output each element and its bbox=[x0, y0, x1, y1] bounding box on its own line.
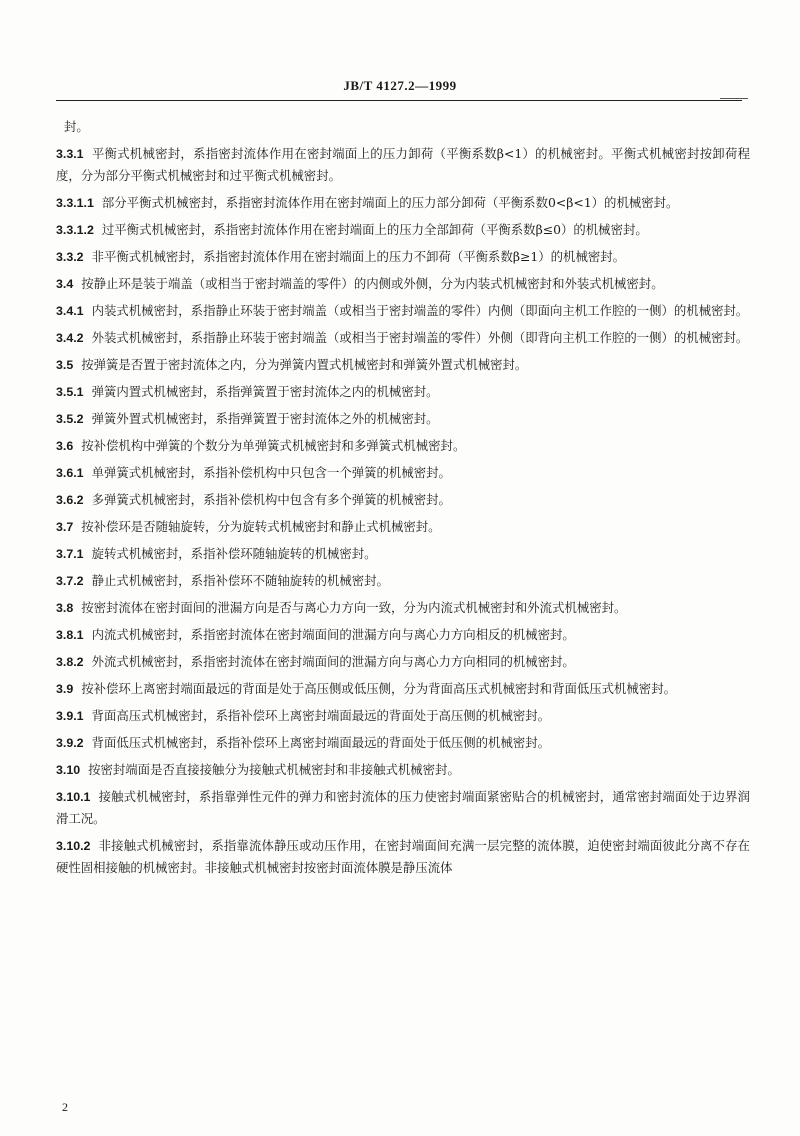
clause-number: 3.3.1.1 bbox=[56, 196, 94, 210]
paragraph bbox=[56, 597, 750, 619]
paragraph bbox=[56, 435, 750, 457]
clause-text: 部分平衡式机械密封，系指密封流体作用在密封端面上的压力部分卸荷（平衡系数0<β<1）的机械密封。 bbox=[101, 195, 679, 210]
clause-number: 3.5.2 bbox=[56, 412, 84, 426]
paragraph bbox=[56, 116, 750, 138]
paragraph bbox=[56, 516, 750, 538]
paragraph bbox=[56, 678, 750, 700]
page-number: 2 bbox=[62, 1100, 68, 1114]
clause-number: 3.10.1 bbox=[56, 790, 91, 804]
clause-number: 3.5 bbox=[56, 358, 74, 372]
paragraph bbox=[56, 192, 750, 214]
clause-text: 外流式机械密封，系指密封流体在密封端面间的泄漏方向与离心力方向相同的机械密封。 bbox=[91, 654, 575, 669]
clause-text: 内装式机械密封，系指静止环装于密封端盖（或相当于密封端盖的零件）内侧（即面向主机工作腔的一侧）的机械密封。 bbox=[91, 303, 749, 318]
clause-number: 3.8 bbox=[56, 601, 74, 615]
clause-text: 单弹簧式机械密封，系指补偿机构中只包含一个弹簧的机械密封。 bbox=[91, 465, 451, 480]
clause-text: 按静止环是装于端盖（或相当于密封端盖的零件）的内侧或外侧，分为内装式机械密封和外装式机械密封。 bbox=[81, 276, 664, 291]
paragraph bbox=[56, 489, 750, 511]
paragraph bbox=[56, 705, 750, 727]
clause-text: 按密封流体在密封面间的泄漏方向是否与离心力方向一致，分为内流式机械密封和外流式机械密封。 bbox=[81, 600, 627, 615]
clause-text: 封。 bbox=[64, 119, 89, 134]
clause-number: 3.6.2 bbox=[56, 493, 84, 507]
paragraph bbox=[56, 300, 750, 322]
clause-text: 背面高压式机械密封，系指补偿环上离密封端面最远的背面处于高压侧的机械密封。 bbox=[91, 708, 551, 723]
clause-text: 平衡式机械密封，系指密封流体作用在密封端面上的压力卸荷（平衡系数β<1）的机械密封。平衡式机械密封按卸荷程度，分为部分平衡式机械密封和过平衡式机械密封。 bbox=[56, 146, 750, 183]
clause-number: 3.7.1 bbox=[56, 547, 84, 561]
clause-number: 3.5.1 bbox=[56, 385, 84, 399]
paragraph bbox=[56, 651, 750, 673]
clause-text: 旋转式机械密封，系指补偿环随轴旋转的机械密封。 bbox=[91, 546, 377, 561]
clause-number: 3.3.1 bbox=[56, 147, 84, 161]
clause-number: 3.9.2 bbox=[56, 736, 84, 750]
standard-number-header: JB/T 4127.2—1999 bbox=[343, 78, 457, 93]
paragraph bbox=[56, 408, 750, 430]
clause-number: 3.7.2 bbox=[56, 574, 84, 588]
paragraph bbox=[56, 354, 750, 376]
clause-number: 3.8.2 bbox=[56, 655, 84, 669]
clause-number: 3.4 bbox=[56, 277, 74, 291]
clause-number: 3.3.1.2 bbox=[56, 223, 94, 237]
clause-text: 按密封端面是否直接接触分为接触式机械密封和非接触式机械密封。 bbox=[88, 762, 460, 777]
clause-number: 3.4.2 bbox=[56, 331, 84, 345]
paragraph bbox=[56, 273, 750, 295]
paragraph bbox=[56, 219, 750, 241]
clause-number: 3.4.1 bbox=[56, 304, 84, 318]
paragraph bbox=[56, 624, 750, 646]
header-rule bbox=[56, 100, 742, 101]
clause-number: 3.9.1 bbox=[56, 709, 84, 723]
clause-text: 外装式机械密封，系指静止环装于密封端盖（或相当于密封端盖的零件）外侧（即背向主机工作腔的一侧）的机械密封。 bbox=[91, 330, 749, 345]
clause-number: 3.10 bbox=[56, 763, 81, 777]
clause-number: 3.6 bbox=[56, 439, 74, 453]
paragraph bbox=[56, 246, 750, 268]
paragraph bbox=[56, 759, 750, 781]
clause-text: 背面低压式机械密封，系指补偿环上离密封端面最远的背面处于低压侧的机械密封。 bbox=[91, 735, 551, 750]
clause-text: 非接触式机械密封，系指靠流体静压或动压作用，在密封端面间充满一层完整的流体膜，迫使密封端面彼此分离不存在硬性固相接触的机械密封。非接触式机械密封按密封面流体膜是静压流体 bbox=[56, 838, 750, 875]
body-text bbox=[56, 116, 750, 884]
clause-text: 按补偿环是否随轴旋转，分为旋转式机械密封和静止式机械密封。 bbox=[81, 519, 441, 534]
paragraph bbox=[56, 327, 750, 349]
clause-number: 3.7 bbox=[56, 520, 74, 534]
header-rule-mark bbox=[720, 98, 748, 99]
clause-text: 弹簧外置式机械密封，系指弹簧置于密封流体之外的机械密封。 bbox=[91, 411, 439, 426]
clause-text: 按补偿环上离密封端面最远的背面是处于高压侧或低压侧，分为背面高压式机械密封和背面低压式机械密封。 bbox=[81, 681, 676, 696]
paragraph bbox=[56, 732, 750, 754]
clause-text: 静止式机械密封，系指补偿环不随轴旋转的机械密封。 bbox=[91, 573, 389, 588]
clause-text: 按补偿机构中弹簧的个数分为单弹簧式机械密封和多弹簧式机械密封。 bbox=[81, 438, 466, 453]
clause-text: 非平衡式机械密封，系指密封流体作用在密封端面上的压力不卸荷（平衡系数β≥1）的机械密封。 bbox=[91, 249, 626, 264]
paragraph bbox=[56, 835, 750, 879]
clause-text: 过平衡式机械密封，系指密封流体作用在密封端面上的压力全部卸荷（平衡系数β≤0）的机械密封。 bbox=[101, 222, 648, 237]
paragraph bbox=[56, 570, 750, 592]
clause-text: 内流式机械密封，系指密封流体在密封端面间的泄漏方向与离心力方向相反的机械密封。 bbox=[91, 627, 575, 642]
clause-number: 3.9 bbox=[56, 682, 74, 696]
clause-text: 弹簧内置式机械密封，系指弹簧置于密封流体之内的机械密封。 bbox=[91, 384, 439, 399]
clause-text: 多弹簧式机械密封，系指补偿机构中包含有多个弹簧的机械密封。 bbox=[91, 492, 451, 507]
paragraph bbox=[56, 381, 750, 403]
paragraph bbox=[56, 786, 750, 830]
clause-text: 按弹簧是否置于密封流体之内，分为弹簧内置式机械密封和弹簧外置式机械密封。 bbox=[81, 357, 528, 372]
clause-number: 3.10.2 bbox=[56, 839, 91, 853]
clause-number: 3.6.1 bbox=[56, 466, 84, 480]
paragraph bbox=[56, 143, 750, 187]
clause-text: 接触式机械密封，系指靠弹性元件的弹力和密封流体的压力使密封端面紧密贴合的机械密封，通常密封端面处于边界润滑工况。 bbox=[56, 789, 750, 826]
clause-number: 3.3.2 bbox=[56, 250, 84, 264]
clause-number: 3.8.1 bbox=[56, 628, 84, 642]
paragraph bbox=[56, 543, 750, 565]
paragraph bbox=[56, 462, 750, 484]
